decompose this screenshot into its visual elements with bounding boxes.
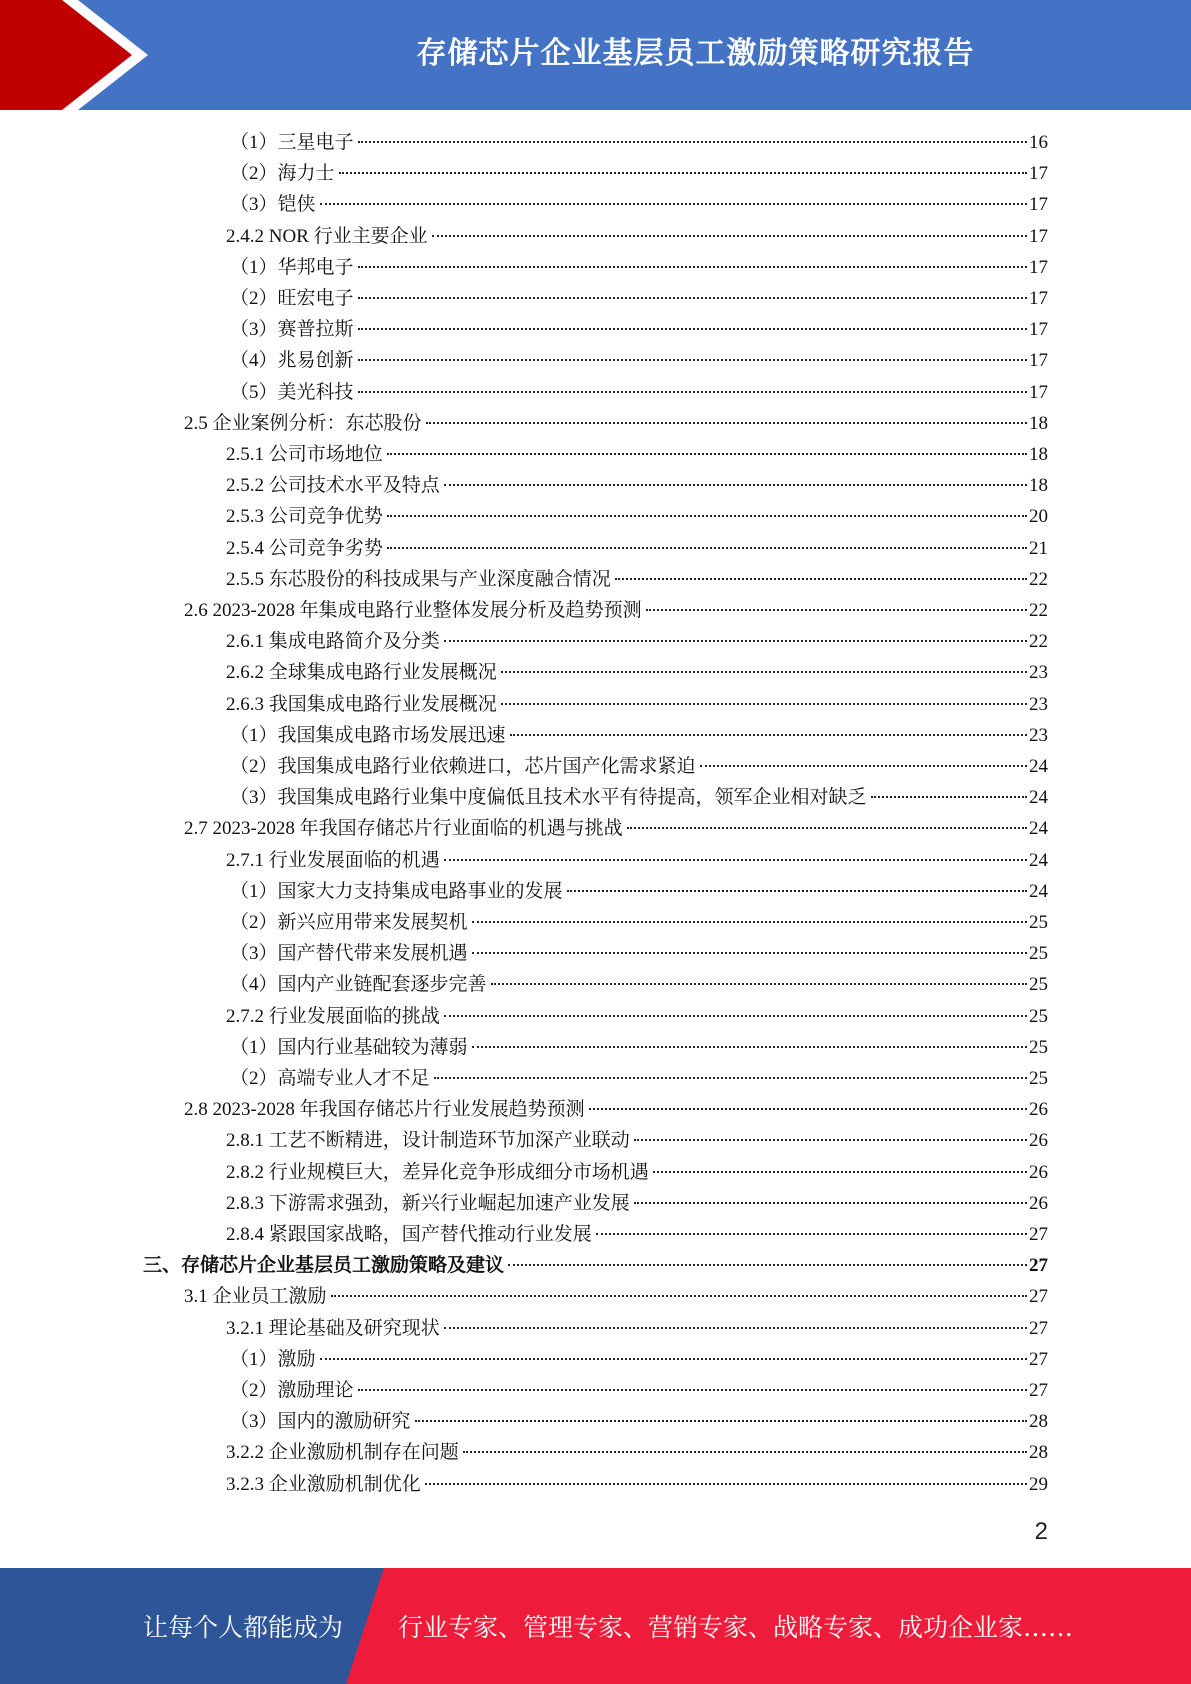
toc-entry-page: 17 (1029, 288, 1048, 309)
toc-entry-page: 23 (1029, 662, 1048, 684)
toc-entry[interactable] (230, 751, 1048, 782)
toc-entry[interactable] (226, 1469, 1048, 1500)
toc-entry-page: 27 (1029, 1255, 1048, 1277)
toc-entry[interactable] (226, 533, 1048, 564)
toc-entry-page: 23 (1029, 693, 1048, 715)
toc-entry-page: 25 (1029, 1068, 1048, 1089)
toc-dot-leader (472, 1042, 1027, 1048)
toc-entry-page: 16 (1029, 132, 1048, 153)
toc-entry-page: 18 (1029, 475, 1048, 497)
toc-dot-leader (358, 262, 1027, 268)
toc-dot-leader (508, 1260, 1027, 1266)
toc-entry-label: 2.4.2 NOR 行业主要企业 (226, 225, 428, 247)
toc-entry[interactable] (184, 813, 1048, 844)
toc-entry[interactable] (226, 1001, 1048, 1032)
toc-entry-label: （1）激励 (230, 1348, 316, 1370)
toc-entry-label: （3）铠侠 (230, 194, 316, 216)
toc-dot-leader (358, 137, 1027, 143)
toc-dot-leader (339, 168, 1027, 174)
toc-entry[interactable] (226, 1219, 1048, 1250)
toc-dot-leader (463, 1447, 1027, 1453)
toc-entry-page: 26 (1029, 1161, 1048, 1183)
toc-entry[interactable] (230, 938, 1048, 969)
toc-entry-page: 25 (1029, 912, 1048, 933)
toc-entry[interactable] (226, 845, 1048, 876)
toc-entry-page: 18 (1029, 412, 1048, 434)
toc-entry-page: 25 (1029, 1005, 1048, 1027)
toc-entry-page: 24 (1029, 787, 1048, 809)
toc-entry[interactable] (226, 626, 1048, 657)
toc-entry[interactable] (230, 907, 1048, 938)
toc-entry[interactable] (226, 657, 1048, 688)
toc-entry-label: （1）国内行业基础较为薄弱 (230, 1036, 468, 1058)
toc-entry-page: 22 (1029, 631, 1048, 653)
toc-entry-label: （1）华邦电子 (230, 256, 354, 278)
toc-dot-leader (871, 792, 1027, 798)
toc-entry-label: 2.7 2023-2028 年我国存储芯片行业面临的机遇与挑战 (184, 818, 623, 840)
toc-entry[interactable] (184, 408, 1048, 439)
toc-entry-page: 17 (1029, 225, 1048, 247)
toc-dot-leader (615, 574, 1027, 580)
toc-dot-leader (387, 449, 1027, 455)
toc-entry-page: 27 (1029, 1317, 1048, 1339)
toc-entry-label: （2）激励理论 (230, 1380, 354, 1401)
toc-entry[interactable] (230, 782, 1048, 813)
toc-dot-leader (472, 948, 1027, 954)
toc-dot-leader (444, 1323, 1027, 1329)
toc-entry[interactable] (230, 720, 1048, 751)
toc-entry-label: 2.5.3 公司竞争优势 (226, 506, 383, 528)
toc-entry-page: 21 (1029, 537, 1048, 559)
header-title: 存储芯片企业基层员工激励策略研究报告 (416, 36, 975, 71)
toc-entry[interactable] (230, 345, 1048, 376)
toc-dot-leader (589, 1104, 1027, 1110)
page-footer (0, 1568, 1191, 1684)
toc-entry[interactable] (230, 377, 1048, 408)
toc-entry-page: 17 (1029, 194, 1048, 216)
toc-entry-page: 27 (1029, 1348, 1048, 1370)
footer-slogan-left: 让每个人都能成为 (143, 1613, 344, 1642)
toc-dot-leader (331, 1291, 1027, 1297)
toc-entry-page: 24 (1029, 880, 1048, 902)
toc-dot-leader (415, 1416, 1027, 1422)
toc-entry-label: 2.7.2 行业发展面临的挑战 (226, 1005, 440, 1027)
toc-dot-leader (653, 1167, 1027, 1173)
toc-entry-label: 2.8.2 行业规模巨大，差异化竞争形成细分市场机遇 (226, 1161, 649, 1183)
toc-entry-label: 3.2.3 企业激励机制优化 (226, 1473, 421, 1495)
toc-dot-leader (444, 636, 1027, 642)
toc-entry-label: 2.8.1 工艺不断精进，设计制造环节加深产业联动 (226, 1130, 630, 1152)
toc-entry-page: 26 (1029, 1130, 1048, 1152)
toc-dot-leader (434, 1073, 1027, 1079)
toc-entry[interactable] (143, 1250, 1048, 1281)
toc-dot-leader (432, 231, 1027, 237)
toc-entry-page: 25 (1029, 974, 1048, 996)
toc-entry-page: 26 (1029, 1192, 1048, 1214)
toc-dot-leader (510, 730, 1027, 736)
toc-entry[interactable] (184, 1281, 1048, 1312)
toc-entry-label: 3.2.1 理论基础及研究现状 (226, 1317, 440, 1339)
toc-dot-leader (425, 1479, 1027, 1485)
toc-entry-label: （1）国家大力支持集成电路事业的发展 (230, 880, 563, 902)
toc-entry-page: 28 (1029, 1411, 1048, 1433)
toc-dot-leader (627, 823, 1027, 829)
toc-entry-page: 20 (1029, 506, 1048, 528)
toc-dot-leader (567, 886, 1027, 892)
toc-dot-leader (501, 667, 1027, 673)
toc-dot-leader (634, 1135, 1027, 1141)
toc-dot-leader (491, 979, 1027, 985)
toc-entry[interactable] (230, 314, 1048, 345)
toc-entry[interactable] (226, 564, 1048, 595)
toc-dot-leader (444, 480, 1027, 486)
toc-entry[interactable] (226, 501, 1048, 532)
toc-dot-leader (700, 761, 1027, 767)
page-number: 2 (1034, 1518, 1048, 1545)
toc-dot-leader (358, 387, 1027, 393)
toc-entry[interactable] (230, 1406, 1048, 1437)
toc-dot-leader (387, 543, 1027, 549)
toc-entry-page: 27 (1029, 1224, 1048, 1245)
toc-entry-page: 27 (1029, 1380, 1048, 1401)
toc-entry-label: 2.8.4 紧跟国家战略，国产替代推动行业发展 (226, 1224, 592, 1245)
toc-entry-page: 24 (1029, 756, 1048, 777)
toc-entry-label: （2）高端专业人才不足 (230, 1068, 430, 1089)
toc-entry-page: 23 (1029, 724, 1048, 746)
toc-entry-page: 27 (1029, 1286, 1048, 1308)
toc-entry-page: 17 (1029, 319, 1048, 341)
toc-entry[interactable] (230, 1063, 1048, 1094)
toc-entry-label: （4）国内产业链配套逐步完善 (230, 974, 487, 996)
toc-entry-label: 2.6.3 我国集成电路行业发展概况 (226, 693, 497, 715)
toc-entry-page: 25 (1029, 943, 1048, 965)
toc-dot-leader (444, 1011, 1027, 1017)
toc-dot-leader (426, 418, 1027, 424)
toc-dot-leader (444, 855, 1027, 861)
toc-entry-label: 2.6.1 集成电路简介及分类 (226, 631, 440, 653)
toc-entry-page: 18 (1029, 444, 1048, 465)
toc-entry-page: 17 (1029, 381, 1048, 403)
toc-entry-page: 22 (1029, 568, 1048, 590)
toc-dot-leader (358, 355, 1027, 361)
toc-entry-label: 三、存储芯片企业基层员工激励策略及建议 (143, 1255, 505, 1277)
toc-dot-leader (358, 324, 1027, 330)
toc-dot-leader (358, 1385, 1027, 1391)
toc-entry[interactable] (230, 158, 1048, 189)
toc-dot-leader (320, 1354, 1027, 1360)
toc-entry-page: 24 (1029, 818, 1048, 840)
toc-dot-leader (634, 1198, 1027, 1204)
toc-entry[interactable] (230, 283, 1048, 314)
toc-entry-page: 26 (1029, 1099, 1048, 1121)
toc-entry-label: 2.5.5 东芯股份的科技成果与产业深度融合情况 (226, 568, 611, 590)
toc-entry[interactable] (230, 189, 1048, 220)
toc-entry-label: （2）海力士 (230, 163, 335, 185)
toc-entry-label: （3）我国集成电路行业集中度偏低且技术水平有待提高，领军企业相对缺乏 (230, 787, 867, 809)
toc-entry[interactable] (226, 1188, 1048, 1219)
toc-entry-label: （2）我国集成电路行业依赖进口，芯片国产化需求紧迫 (230, 756, 696, 777)
toc-entry-label: 2.5.1 公司市场地位 (226, 444, 383, 465)
toc-entry-page: 17 (1029, 256, 1048, 278)
toc-entry-page: 28 (1029, 1442, 1048, 1464)
toc-entry-label: 2.8.3 下游需求强劲，新兴行业崛起加速产业发展 (226, 1192, 630, 1214)
toc-entry-page: 24 (1029, 849, 1048, 871)
toc-entry[interactable] (226, 1125, 1048, 1156)
toc-entry-page: 22 (1029, 600, 1048, 621)
toc-entry[interactable] (230, 127, 1048, 158)
toc-entry-label: （2）旺宏电子 (230, 288, 354, 309)
toc-entry-label: （4）兆易创新 (230, 350, 354, 372)
toc-entry-label: （2）新兴应用带来发展契机 (230, 912, 468, 933)
toc-entry-label: （5）美光科技 (230, 381, 354, 403)
toc-entry-label: （3）国内的激励研究 (230, 1411, 411, 1433)
toc-entry[interactable] (226, 1313, 1048, 1344)
toc-entry-label: （3）国产替代带来发展机遇 (230, 943, 468, 965)
toc-entry-page: 17 (1029, 350, 1048, 372)
toc-entry-label: （1）我国集成电路市场发展迅速 (230, 724, 506, 746)
toc-entry-label: 3.1 企业员工激励 (184, 1286, 327, 1308)
toc-dot-leader (646, 605, 1027, 611)
toc-entry[interactable] (230, 1375, 1048, 1406)
toc-entry-label: 2.7.1 行业发展面临的机遇 (226, 849, 440, 871)
toc-entry[interactable] (226, 689, 1048, 720)
toc-entry[interactable] (226, 470, 1048, 501)
header-arrow-graphic (0, 0, 200, 110)
toc-entry-page: 17 (1029, 163, 1048, 185)
toc-entry-page: 29 (1029, 1473, 1048, 1495)
toc-entry[interactable] (184, 595, 1048, 626)
toc-entry[interactable] (226, 1157, 1048, 1188)
toc-entry[interactable] (230, 876, 1048, 907)
toc-entry-label: 2.5.2 公司技术水平及特点 (226, 475, 440, 497)
toc-dot-leader (387, 511, 1027, 517)
toc-entry[interactable] (226, 439, 1048, 470)
toc-entry-label: 2.5 企业案例分析：东芯股份 (184, 412, 422, 434)
toc-entry-label: （3）赛普拉斯 (230, 319, 354, 341)
toc-entry[interactable] (230, 252, 1048, 283)
toc-dot-leader (596, 1229, 1027, 1235)
toc-entry[interactable] (226, 1437, 1048, 1468)
page-header (0, 0, 1191, 110)
toc-entry[interactable] (230, 969, 1048, 1000)
toc-entry-label: 2.6.2 全球集成电路行业发展概况 (226, 662, 497, 684)
toc-entry-label: 3.2.2 企业激励机制存在问题 (226, 1442, 459, 1464)
toc-entry-page: 25 (1029, 1036, 1048, 1058)
toc-entry[interactable] (230, 1344, 1048, 1375)
toc-entry-label: 2.8 2023-2028 年我国存储芯片行业发展趋势预测 (184, 1099, 585, 1121)
toc-dot-leader (358, 293, 1027, 299)
footer-slogan-right: 行业专家、管理专家、营销专家、战略专家、成功企业家…… (398, 1613, 1074, 1642)
toc-entry[interactable] (226, 221, 1048, 252)
toc-entry[interactable] (230, 1032, 1048, 1063)
toc-dot-leader (501, 699, 1027, 705)
toc-entry-label: 2.6 2023-2028 年集成电路行业整体发展分析及趋势预测 (184, 600, 642, 621)
toc-entry-label: 2.5.4 公司竞争劣势 (226, 537, 383, 559)
toc-dot-leader (320, 199, 1027, 205)
toc-entry[interactable] (184, 1094, 1048, 1125)
toc-dot-leader (472, 917, 1027, 923)
toc-entry-label: （1）三星电子 (230, 132, 354, 153)
